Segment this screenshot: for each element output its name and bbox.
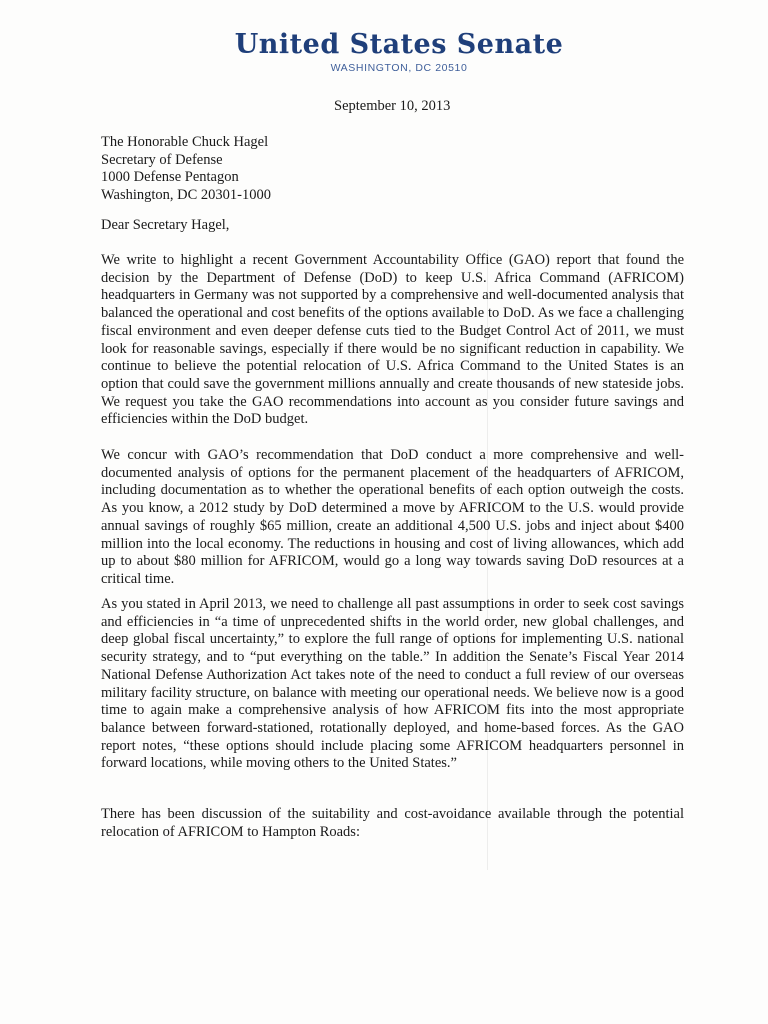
recipient-street: 1000 Defense Pentagon	[101, 169, 239, 186]
letterhead-title: United States Senate	[234, 29, 564, 60]
body-paragraph-4: There has been discussion of the suitability and cost-avoidance available through the potential relocation of AFRICOM to Hampton Roads:	[101, 806, 684, 840]
letterhead	[0, 30, 768, 74]
salutation: Dear Secretary Hagel,	[101, 217, 230, 233]
recipient-title: Secretary of Defense	[101, 151, 223, 168]
recipient-city: Washington, DC 20301-1000	[101, 186, 272, 203]
recipient-name: The Honorable Chuck Hagel	[101, 134, 269, 150]
body-paragraph-2: We concur with GAO’s recommendation that DoD conduct a more comprehensive and well-documented analysis of options for the permanent placement of the headquarters of AFRICOM, including documentation as to whether the operational benefits of each option outweigh the costs. As you know, a 2012 study by DoD determined a move by AFRICOM to the U.S. would provide annual savings of roughly $65 million, create an additional 4,500 U.S. jobs and inject about $400 million into the local economy. The reductions in housing and cost of living allowances, which add up to about $80 million for AFRICOM, would go a long way towards saving DoD resources at a critical time.	[101, 447, 684, 587]
body-paragraph-1: We write to highlight a recent Government Accountability Office (GAO) report that found the decision by the Department of Defense (DoD) to keep U.S. Africa Command (AFRICOM) headquarters in Germany was not supported by a comprehensive and well-documented analysis that balanced the operational and cost benefits of the options available to DoD. As we face a challenging fiscal environment and even deeper defense cuts tied to the Budget Control Act of 2011, we must look for reasonable savings, especially if there would be no significant reduction in capability. We continue to believe the potential relocation of U.S. Africa Command to the United States is an option that could save the government millions annually and create thousands of new stateside jobs. We request you take the GAO recommendations into account as you consider future savings and efficiencies within the DoD budget.	[101, 252, 684, 428]
letterhead-address: WASHINGTON, DC 20510	[330, 62, 468, 74]
recipient-address-block	[101, 134, 271, 204]
letter-date: September 10, 2013	[334, 98, 451, 114]
body-paragraph-3: As you stated in April 2013, we need to challenge all past assumptions in order to seek cost savings and efficiencies in “a time of unprecedented shifts in the world order, new global challenges, and deep global fiscal uncertainty,” to explore the full range of options for implementing U.S. national security strategy, and to “put everything on the table.” In addition the Senate’s Fiscal Year 2014 National Defense Authorization Act takes note of the need to conduct a full review of our overseas military facility structure, on balance with meeting our operational needs. We believe now is a good time to again make a comprehensive analysis of how AFRICOM fits into the most appropriate balance between forward-stationed, rotationally deployed, and home-based forces. As the GAO report notes, “these options should include placing some AFRICOM headquarters personnel in forward locations, while moving others to the United States.”	[101, 596, 684, 772]
